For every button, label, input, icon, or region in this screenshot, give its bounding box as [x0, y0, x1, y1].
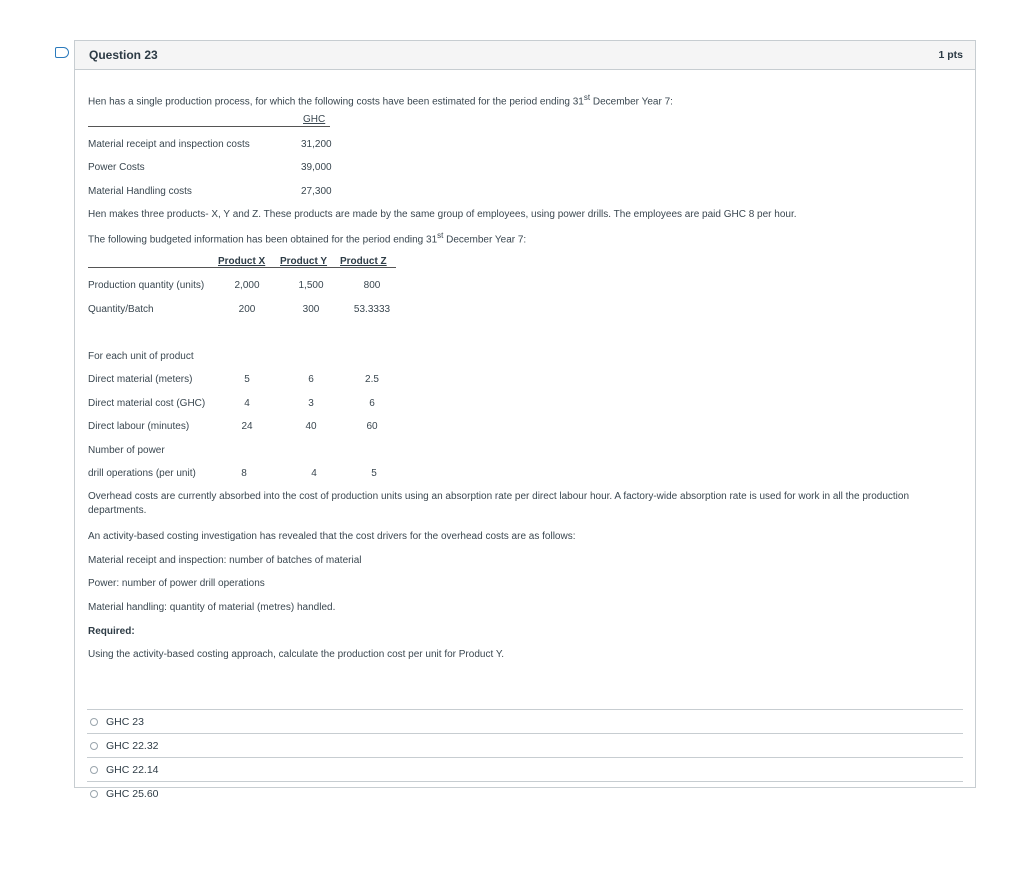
- unit-row-label: Direct material cost (GHC): [88, 398, 206, 409]
- cost-header-ghc: GHC: [303, 114, 326, 125]
- cost-value: 39,000: [301, 162, 332, 173]
- driver-item: Power: number of power drill operations: [88, 578, 265, 589]
- required-text: Using the activity-based costing approach, calculate the production cost per unit for Product Y.: [88, 649, 504, 660]
- drill-label-1: Number of power: [88, 445, 165, 456]
- drill-y-value: 4: [311, 468, 317, 479]
- driver-item: Material receipt and inspection: number of batches of material: [88, 555, 362, 566]
- unit-y-value: 40: [305, 421, 317, 432]
- unit-y-value: 3: [308, 398, 314, 409]
- unit-x-value: 4: [244, 398, 250, 409]
- cost-value: 27,300: [301, 186, 332, 197]
- intro-sup: st: [583, 93, 591, 102]
- cost-value: 31,200: [301, 139, 332, 150]
- unit-z-value: 2.5: [365, 374, 379, 385]
- intro-text: [88, 93, 673, 107]
- driver-item: Material handling: quantity of material (metres) handled.: [88, 602, 336, 613]
- drill-z-value: 5: [371, 468, 377, 479]
- radio-icon[interactable]: [90, 790, 98, 798]
- product-table-rule: [88, 267, 396, 268]
- cost-label: Material receipt and inspection costs: [88, 139, 250, 150]
- answer-label[interactable]: GHC 25.60: [106, 787, 159, 800]
- unit-x-value: 5: [244, 374, 250, 385]
- answer-label[interactable]: GHC 22.14: [106, 763, 159, 776]
- answer-option[interactable]: [87, 709, 963, 733]
- drill-x-value: 8: [241, 468, 247, 479]
- cost-table-rule: [88, 126, 330, 127]
- budget-intro-post: December Year 7:: [443, 234, 527, 246]
- product-y-value: 1,500: [298, 280, 324, 291]
- question-title: Question 23: [89, 48, 158, 62]
- product-x-value: 200: [238, 304, 256, 315]
- unit-z-value: 60: [366, 421, 378, 432]
- radio-icon[interactable]: [90, 742, 98, 750]
- cost-label: Material Handling costs: [88, 186, 192, 197]
- abc-text: An activity-based costing investigation has revealed that the cost drivers for the overhead costs are as follows:: [88, 531, 576, 542]
- question-card: [74, 40, 976, 800]
- required-label: Required:: [88, 626, 135, 637]
- budget-intro: [88, 231, 526, 245]
- overhead-text: Overhead costs are currently absorbed into the cost of production units using an absorption rate per direct labour hour. A factory-wide absorption rate is used for work in all the production departments.: [88, 491, 910, 516]
- unit-row-label: Direct labour (minutes): [88, 421, 190, 432]
- product-x-value: 2,000: [234, 280, 260, 291]
- product-y-value: 300: [302, 304, 320, 315]
- answer-label[interactable]: GHC 22.32: [106, 739, 159, 752]
- unit-y-value: 6: [308, 374, 314, 385]
- unit-row-label: Direct material (meters): [88, 374, 193, 385]
- header-product-z: Product Z: [340, 256, 387, 267]
- flag-question-icon[interactable]: [55, 47, 69, 58]
- answer-label[interactable]: GHC 23: [106, 715, 144, 728]
- question-points: 1 pts: [938, 49, 963, 61]
- products-text: Hen makes three products- X, Y and Z. These products are made by the same group of employees, using power drills. The employees are paid GHC 8 per hour.: [88, 209, 797, 220]
- unit-x-value: 24: [241, 421, 253, 432]
- answer-list: [87, 709, 963, 805]
- budget-intro-pre: The following budgeted information has been obtained for the period ending 31: [88, 234, 438, 246]
- intro-text-post: December Year 7:: [590, 96, 673, 108]
- answer-option[interactable]: [87, 781, 963, 805]
- answer-option[interactable]: [87, 733, 963, 757]
- intro-text-pre: Hen has a single production process, for which the following costs have been estimated for the period ending 31: [88, 96, 584, 108]
- unit-z-value: 6: [369, 398, 375, 409]
- cost-label: Power Costs: [88, 162, 145, 173]
- header-product-y: Product Y: [280, 256, 328, 267]
- header-product-x: Product X: [218, 256, 266, 267]
- question-header: [75, 41, 975, 70]
- product-z-value: 53.3333: [353, 304, 391, 315]
- product-row-label: Quantity/Batch: [88, 304, 154, 315]
- answer-option[interactable]: [87, 757, 963, 781]
- drill-label-2: drill operations (per unit): [88, 468, 196, 479]
- radio-icon[interactable]: [90, 766, 98, 774]
- product-z-value: 800: [363, 280, 381, 291]
- budget-intro-sup: st: [437, 231, 444, 240]
- unit-heading: For each unit of product: [88, 351, 194, 362]
- radio-icon[interactable]: [90, 718, 98, 726]
- product-row-label: Production quantity (units): [88, 280, 205, 291]
